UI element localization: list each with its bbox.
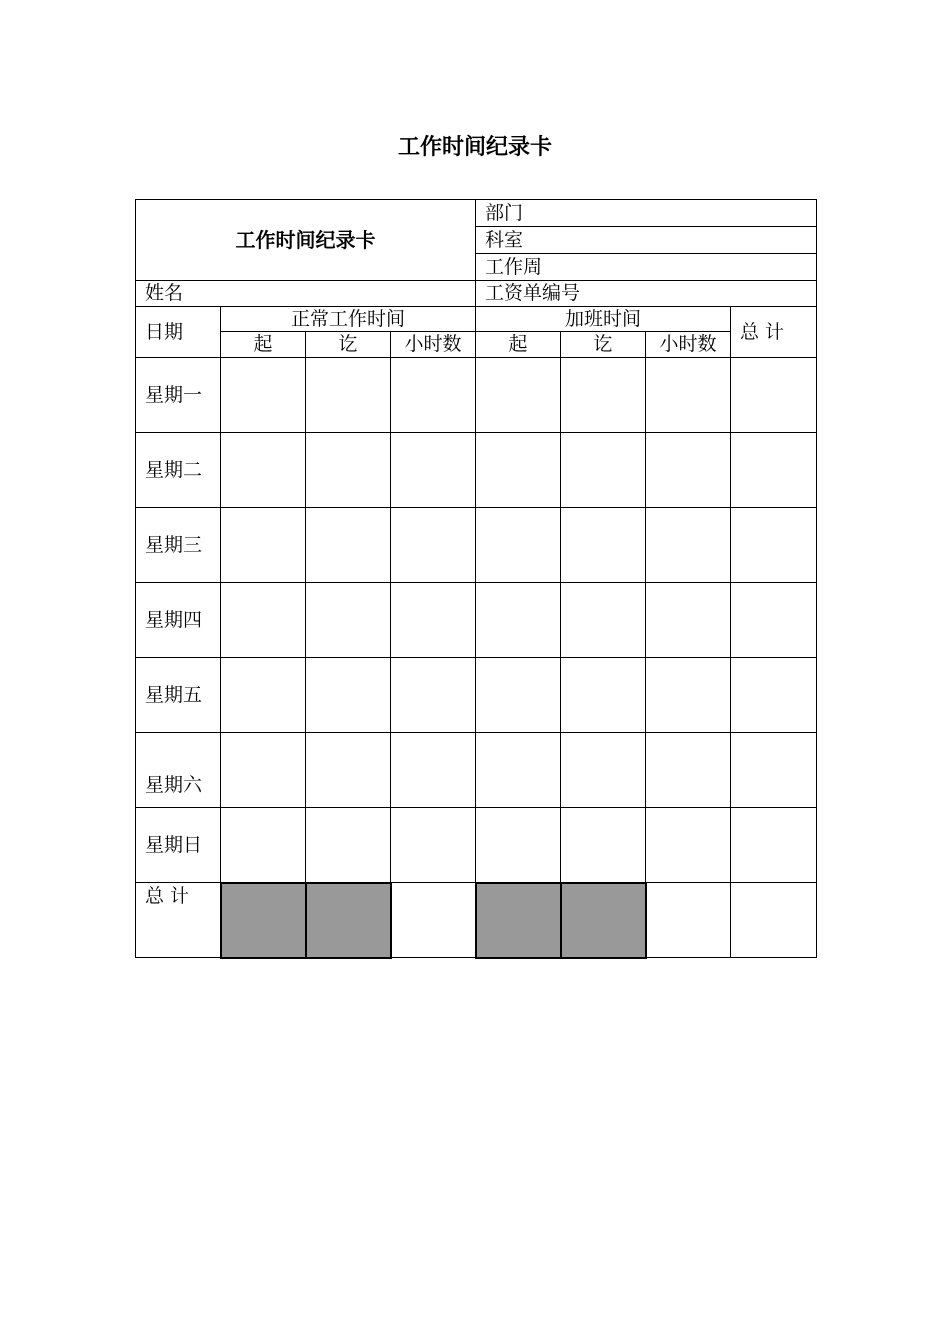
name-field[interactable]: 姓名 <box>136 281 476 307</box>
regular-hours-cell[interactable] <box>391 733 476 808</box>
overtime-start-header: 起 <box>476 332 561 358</box>
regular-hours-cell[interactable] <box>391 433 476 508</box>
date-column-header: 日期 <box>136 307 221 358</box>
overtime-end-cell[interactable] <box>561 358 646 433</box>
overtime-hours-cell[interactable] <box>646 808 731 883</box>
grand-total-cell[interactable] <box>731 883 817 958</box>
regular-start-cell[interactable] <box>221 508 306 583</box>
day-label: 星期六 <box>136 733 221 808</box>
regular-hours-cell[interactable] <box>391 583 476 658</box>
regular-end-cell[interactable] <box>306 808 391 883</box>
overtime-start-total-shaded <box>476 883 561 958</box>
overtime-end-header: 讫 <box>561 332 646 358</box>
table-row <box>136 733 817 808</box>
regular-hours-cell[interactable] <box>391 508 476 583</box>
regular-end-cell[interactable] <box>306 508 391 583</box>
overtime-end-cell[interactable] <box>561 733 646 808</box>
overtime-hours-cell[interactable] <box>646 658 731 733</box>
overtime-hours-cell[interactable] <box>646 733 731 808</box>
overtime-start-cell[interactable] <box>476 508 561 583</box>
work-week-field[interactable]: 工作周 <box>476 254 817 281</box>
overtime-end-cell[interactable] <box>561 508 646 583</box>
overtime-header: 加班时间 <box>476 307 731 332</box>
overtime-hours-total-cell[interactable] <box>646 883 731 958</box>
day-total-cell[interactable] <box>731 358 817 433</box>
overtime-end-cell[interactable] <box>561 433 646 508</box>
card-header-title: 工作时间纪录卡 <box>136 200 476 281</box>
overtime-end-cell[interactable] <box>561 583 646 658</box>
regular-start-cell[interactable] <box>221 583 306 658</box>
total-column-header: 总 计 <box>731 307 817 358</box>
regular-end-cell[interactable] <box>306 358 391 433</box>
day-label: 星期日 <box>136 808 221 883</box>
table-row <box>136 358 817 433</box>
table-row <box>136 583 817 658</box>
day-total-cell[interactable] <box>731 808 817 883</box>
table-row <box>136 658 817 733</box>
overtime-hours-cell[interactable] <box>646 433 731 508</box>
regular-start-cell[interactable] <box>221 733 306 808</box>
regular-end-cell[interactable] <box>306 658 391 733</box>
regular-start-cell[interactable] <box>221 808 306 883</box>
regular-hours-header: 小时数 <box>391 332 476 358</box>
overtime-start-cell[interactable] <box>476 583 561 658</box>
department-field[interactable]: 部门 <box>476 200 817 227</box>
regular-end-cell[interactable] <box>306 583 391 658</box>
regular-end-cell[interactable] <box>306 433 391 508</box>
day-total-cell[interactable] <box>731 583 817 658</box>
day-label: 星期五 <box>136 658 221 733</box>
day-label: 星期三 <box>136 508 221 583</box>
regular-start-cell[interactable] <box>221 433 306 508</box>
day-label: 星期一 <box>136 358 221 433</box>
overtime-start-cell[interactable] <box>476 733 561 808</box>
overtime-hours-cell[interactable] <box>646 583 731 658</box>
regular-time-header: 正常工作时间 <box>221 307 476 332</box>
table-row <box>136 508 817 583</box>
overtime-start-cell[interactable] <box>476 433 561 508</box>
regular-start-total-shaded <box>221 883 306 958</box>
overtime-hours-header: 小时数 <box>646 332 731 358</box>
overtime-start-cell[interactable] <box>476 358 561 433</box>
day-total-cell[interactable] <box>731 733 817 808</box>
regular-end-total-shaded <box>306 883 391 958</box>
regular-hours-cell[interactable] <box>391 358 476 433</box>
overtime-hours-cell[interactable] <box>646 508 731 583</box>
day-label: 星期二 <box>136 433 221 508</box>
day-total-cell[interactable] <box>731 658 817 733</box>
regular-end-header: 讫 <box>306 332 391 358</box>
regular-start-cell[interactable] <box>221 658 306 733</box>
total-row-label: 总 计 <box>136 883 221 958</box>
regular-end-cell[interactable] <box>306 733 391 808</box>
table-row <box>136 808 817 883</box>
page-title: 工作时间纪录卡 <box>397 135 552 160</box>
overtime-end-total-shaded <box>561 883 646 958</box>
overtime-start-cell[interactable] <box>476 658 561 733</box>
time-record-table <box>135 199 817 959</box>
regular-hours-total-cell[interactable] <box>391 883 476 958</box>
overtime-end-cell[interactable] <box>561 808 646 883</box>
regular-hours-cell[interactable] <box>391 808 476 883</box>
table-row <box>136 433 817 508</box>
regular-start-header: 起 <box>221 332 306 358</box>
section-field[interactable]: 科室 <box>476 227 817 254</box>
total-row <box>136 883 817 958</box>
day-total-cell[interactable] <box>731 433 817 508</box>
payroll-number-field[interactable]: 工资单编号 <box>476 281 817 307</box>
overtime-end-cell[interactable] <box>561 658 646 733</box>
regular-start-cell[interactable] <box>221 358 306 433</box>
regular-hours-cell[interactable] <box>391 658 476 733</box>
overtime-start-cell[interactable] <box>476 808 561 883</box>
day-label: 星期四 <box>136 583 221 658</box>
overtime-hours-cell[interactable] <box>646 358 731 433</box>
day-total-cell[interactable] <box>731 508 817 583</box>
